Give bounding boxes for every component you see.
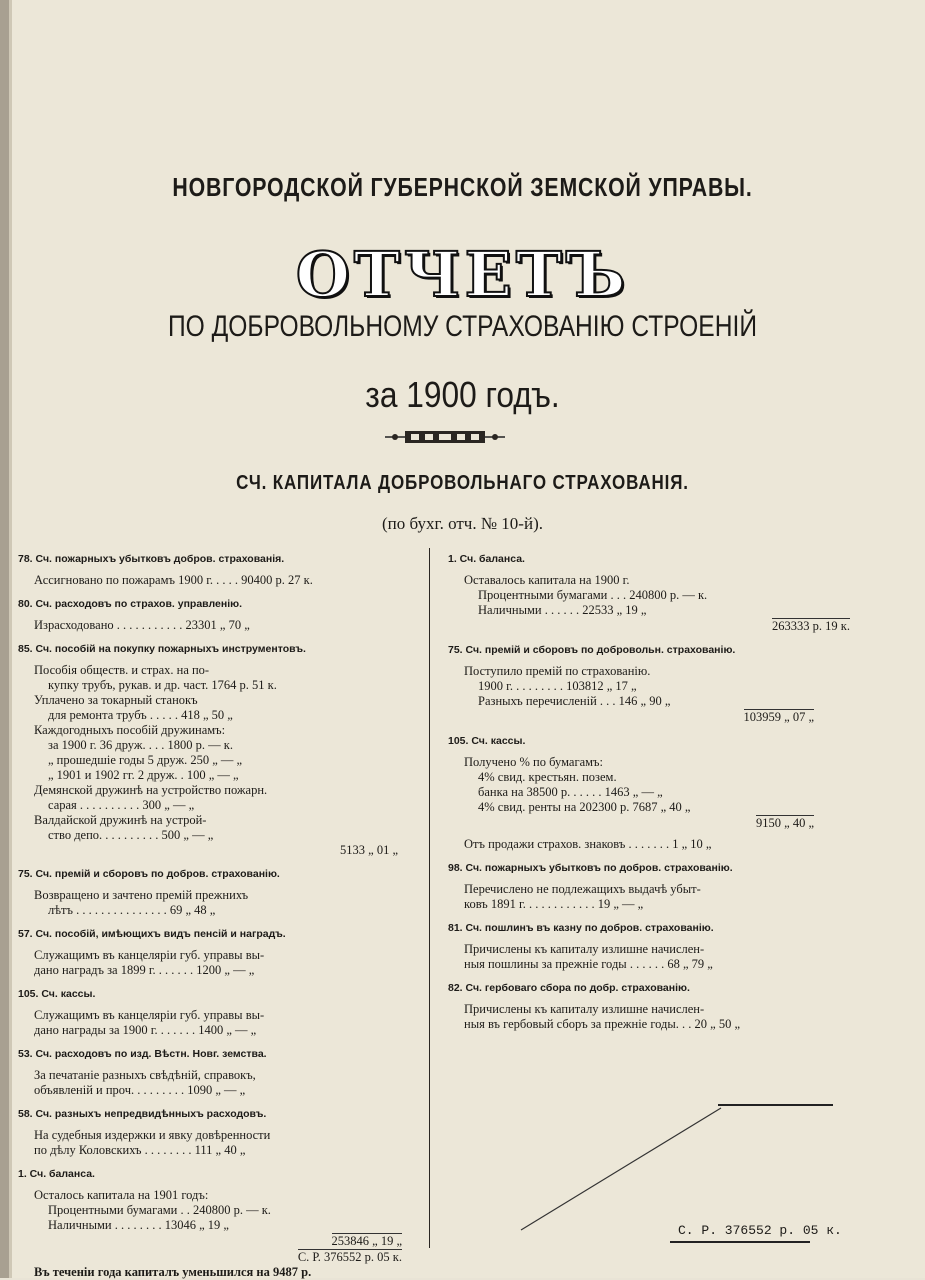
grand-sum: С. Р. 376552 р. 05 к. [297,1250,402,1264]
report-year: за 1900 годъ. [365,374,560,415]
entry-line: Разныхъ перечисленій . . . 146 „ 90 „ [478,694,671,708]
section-heading: 1. Сч. баланса. [448,553,525,565]
entry-line: 4% свид. крестьян. позем. [478,770,617,784]
entry-line: объявленій и проч. . . . . . . . . 1090 „ — „ [34,1083,246,1097]
report-title: ОТЧЕТЪ [295,238,630,311]
entry-line: „ прошедшіе годы 5 друж. 250 „ — „ [48,753,243,767]
closing-note: Въ теченіи года капиталъ уменьшился на 9487 р. [34,1265,312,1279]
office-title: НОВГОРОДСКОЙ ГУБЕРНСКОЙ ЗЕМСКОЙ УПРАВЫ. [172,172,753,202]
section-heading: 1. Сч. баланса. [18,1168,95,1180]
account-title: СЧ. КАПИТАЛА ДОБРОВОЛЬНАГО СТРАХОВАНІЯ. [236,472,689,494]
closing-rule [718,1104,833,1106]
entry-line: ныя пошлины за прежніе годы . . . . . . 68 „ 79 „ [464,957,713,971]
entry-line: Причислены къ капиталу излишне начислен- [464,1002,705,1016]
entry-line: Перечислено не подлежащихъ выдачѣ убыт- [464,882,701,896]
cancel-stroke [515,1104,725,1234]
balance-total: 253846 „ 19 „ [331,1234,402,1248]
entry-line: лѣтъ . . . . . . . . . . . . . . . 69 „ 48 „ [48,903,216,917]
section-heading: 98. Сч. пожарныхъ убытковъ по добров. страхованію. [448,862,733,874]
entry-line: ныя въ гербовый сборъ за прежніе годы. . . 20 „ 50 „ [464,1017,741,1031]
section-heading: 57. Сч. пособій, имѣющихъ видъ пенсій и наградъ. [18,928,286,940]
section-total: 9150 „ 40 „ [756,816,814,830]
entry-line: Пособія обществ. и страх. на по- [34,663,210,677]
grand-sum: С. Р. 376552 р. 05 к. [678,1223,842,1238]
section-heading: 105. Сч. кассы. [448,735,526,747]
report-subtitle: ПО ДОБРОВОЛЬНОМУ СТРАХОВАНІЮ СТРОЕНІЙ [167,310,758,343]
entry-line: по дѣлу Коловскихъ . . . . . . . . 111 „ 40 „ [34,1143,246,1157]
entry-line: Наличными . . . . . . . . 13046 „ 19 „ [48,1218,229,1232]
right-column [448,552,858,1032]
entry-line: Оставалось капитала на 1900 г. [464,573,630,587]
entry-line: Получено % по бумагамъ: [464,755,603,769]
section-heading: 53. Сч. расходовъ по изд. Вѣстн. Новг. земства. [18,1048,267,1060]
balance-total: 263333 р. 19 к. [772,619,850,633]
entry-line: Служащимъ въ канцеляріи губ. управы вы- [34,1008,265,1022]
entry-line: дано награды за 1900 г. . . . . . . 1400 „ — „ [34,1023,257,1037]
entry-line: За печатаніе разныхъ свѣдѣній, справокъ, [34,1068,256,1082]
entry-line: На судебныя издержки и явку довѣренности [34,1128,271,1142]
section-heading: 82. Сч. гербоваго сбора по добр. страхованію. [448,982,690,994]
entry-line: за 1900 г. 36 друж. . . . 1800 р. — к. [48,738,233,752]
entry-line: Возвращено и зачтено премій прежнихъ [34,888,249,902]
entry-line: купку трубъ, рукав. и др. част. 1764 р. 51 к. [48,678,277,692]
column-divider [429,548,430,1248]
entry-line: для ремонта трубъ . . . . . 418 „ 50 „ [48,708,233,722]
binding-shadow [9,0,12,1278]
section-heading: 75. Сч. премій и сборовъ по добров. страхованію. [18,868,280,880]
section-heading: 85. Сч. пособій на покупку пожарныхъ инструментовъ. [18,643,306,655]
entry-line: Служащимъ въ канцеляріи губ. управы вы- [34,948,265,962]
entry-line: 1900 г. . . . . . . . . 103812 „ 17 „ [478,679,637,693]
binding-edge [0,0,9,1278]
entry-line: сарая . . . . . . . . . . 300 „ — „ [48,798,195,812]
section-heading: 75. Сч. премій и сборовъ по добровольн. страхованію. [448,644,736,656]
account-reference: (по бухг. отч. № 10-й). [382,514,543,533]
sum-underline [670,1241,810,1243]
entry-line: Отъ продажи страхов. знаковъ . . . . . . . 1 „ 10 „ [464,837,712,851]
entry-line: Демянской дружинѣ на устройство пожарн. [34,783,268,797]
entry-line: дано наградъ за 1899 г. . . . . . . 1200 „ — „ [34,963,255,977]
entry-line: Каждогодныхъ пособій дружинамъ: [34,723,226,737]
entry-line: Валдайской дружинѣ на устрой- [34,813,207,827]
entry-line: ковъ 1891 г. . . . . . . . . . . . 19 „ — „ [464,897,644,911]
section-heading: 81. Сч. пошлинъ въ казну по добров. страхованію. [448,922,714,934]
section-heading: 105. Сч. кассы. [18,988,96,1000]
entry-line: Уплачено за токарный станокъ [34,693,198,707]
section-heading: 58. Сч. разныхъ непредвидѣнныхъ расходовъ. [18,1108,267,1120]
entry-line: Осталось капитала на 1901 годъ: [34,1188,209,1202]
entry-line: ство депо. . . . . . . . . . 500 „ — „ [48,828,214,842]
entry-line: банка на 38500 р. . . . . . 1463 „ — „ [478,785,663,799]
section-heading: 78. Сч. пожарныхъ убытковъ добров. страхованія. [18,553,285,565]
section-total: 103959 „ 07 „ [743,710,814,724]
entry-line: „ 1901 и 1902 гг. 2 друж. . 100 „ — „ [48,768,239,782]
entry-line: 4% свид. ренты на 202300 р. 7687 „ 40 „ [478,800,691,814]
entry-line: Израсходовано . . . . . . . . . . . 23301 „ 70 „ [34,618,250,632]
entry-line: Процентными бумагами . . 240800 р. — к. [48,1203,271,1217]
left-column [18,552,416,1280]
entry-line: Ассигновано по пожарамъ 1900 г. . . . . 90400 р. 27 к. [34,573,313,587]
entry-line: Процентными бумагами . . . 240800 р. — к. [478,588,708,602]
entry-line: Причислены къ капиталу излишне начислен- [464,942,705,956]
entry-line: Поступило премій по страхованію. [464,664,651,678]
ornament-divider [385,428,505,446]
entry-line: Наличными . . . . . . 22533 „ 19 „ [478,603,647,617]
section-total: 5133 „ 01 „ [340,843,398,857]
section-heading: 80. Сч. расходовъ по страхов. управленію. [18,598,242,610]
